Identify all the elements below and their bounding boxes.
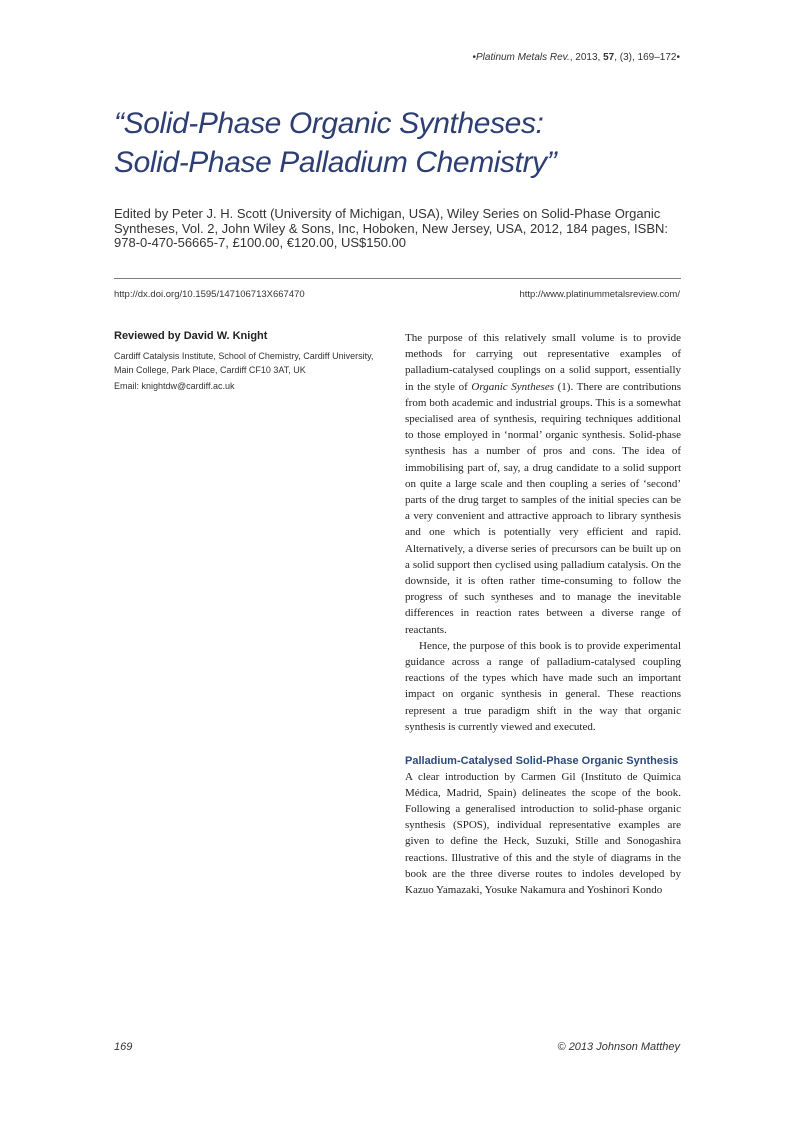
body-paragraph-3: A clear introduction by Carmen Gil (Instituto de Química Médica, Madrid, Spain) delineates the scope of the book. Following a generalised introduction to solid-phase organic synthesis (SPOS), individual representative examples are given to define the Heck, Suzuki, Stille and Sonogashira reactions. Illustrative of this and the style of diagrams in the book are the three diverse routes to indoles developed by Kazuo Yamazaki, Yosuke Nakamura and Yoshinori Kondo bbox=[405, 770, 681, 896]
title-line-2: Solid-Phase Palladium Chemistry” bbox=[114, 146, 557, 179]
running-header bbox=[472, 52, 680, 63]
header-suffix: • bbox=[676, 52, 680, 63]
doi-link[interactable]: http://dx.doi.org/10.1595/147106713X667470 bbox=[114, 289, 305, 300]
journal-name: Platinum Metals Rev. bbox=[475, 52, 570, 63]
header-year: , 2013, bbox=[569, 52, 604, 63]
reviewer-affiliation: Cardiff Catalysis Institute, School of Chemistry, Cardiff University, Main College, Park Place, Cardiff CF10 3AT, UK bbox=[114, 351, 374, 375]
page-number: 169 bbox=[114, 1041, 133, 1053]
site-url-link[interactable]: http://www.platinummetalsreview.com/ bbox=[519, 289, 680, 300]
para1-text-a: The purpose of this relatively small volume is to provide methods for carrying out representative examples of palladium-catalysed couplings on a solid support, essentially in the style of bbox=[405, 332, 681, 393]
reviewer-block bbox=[114, 330, 379, 393]
section-heading: Palladium-Catalysed Solid-Phase Organic Synthesis bbox=[405, 755, 679, 768]
para1-emphasis: Organic Syntheses bbox=[471, 380, 555, 393]
header-volume: 57 bbox=[603, 52, 615, 63]
body-paragraph-2: Hence, the purpose of this book is to provide experimental guidance across a range of palladium-catalysed coupling reactions of the types which have made such an important impact on organic synthesis in general. These reactions represent a true paradigm shift in the way that organic synthesis is currently viewed and executed. bbox=[405, 639, 681, 733]
copyright: © 2013 Johnson Matthey bbox=[557, 1041, 680, 1053]
header-prefix: • bbox=[472, 52, 476, 63]
reviewer-name: Reviewed by David W. Knight bbox=[114, 330, 268, 342]
article-title bbox=[114, 104, 714, 182]
book-details: Edited by Peter J. H. Scott (University of Michigan, USA), Wiley Series on Solid-Phase Organic Syntheses, Vol. 2, John Wiley & Sons, Inc, Hoboken, New Jersey, USA, 2012, 184 pages, ISBN: 978-0-470-56665-7, £100.00, €120.00, US$150.00 bbox=[114, 206, 668, 250]
para1-text-b: (1). There are contributions from both academic and industrial groups. This is a somewhat specialised area of synthesis, requiring techniques additional to those employed in ‘normal’ organic synthesis. Solid-phase synthesis has a number of pros and cons. The idea of immobilising part of, say, a drug candidate to a solid support on quite a large scale and then coupling a series of ‘second’ parts of the drug target to samples of the initial species can be a very convenient and attractive approach to library synthesis and one which is potentially very efficient and rapid. Alternatively, a diverse series of precursors can be built up on a solid support then cyclised using palladium catalysis. On the downside, it is often rather time-consuming to follow the progress of such syntheses and to manage the inevitable differences in reaction rates between a diverse range of reactants. bbox=[405, 380, 681, 636]
header-issue-pages: , (3), 169–172 bbox=[614, 52, 677, 63]
body-paragraph-1 bbox=[405, 330, 681, 638]
title-line-1: “Solid-Phase Organic Syntheses: bbox=[114, 107, 544, 140]
body-column bbox=[405, 330, 681, 898]
reviewer-email[interactable]: Email: knightdw@cardiff.ac.uk bbox=[114, 381, 235, 391]
header-divider bbox=[114, 278, 681, 279]
